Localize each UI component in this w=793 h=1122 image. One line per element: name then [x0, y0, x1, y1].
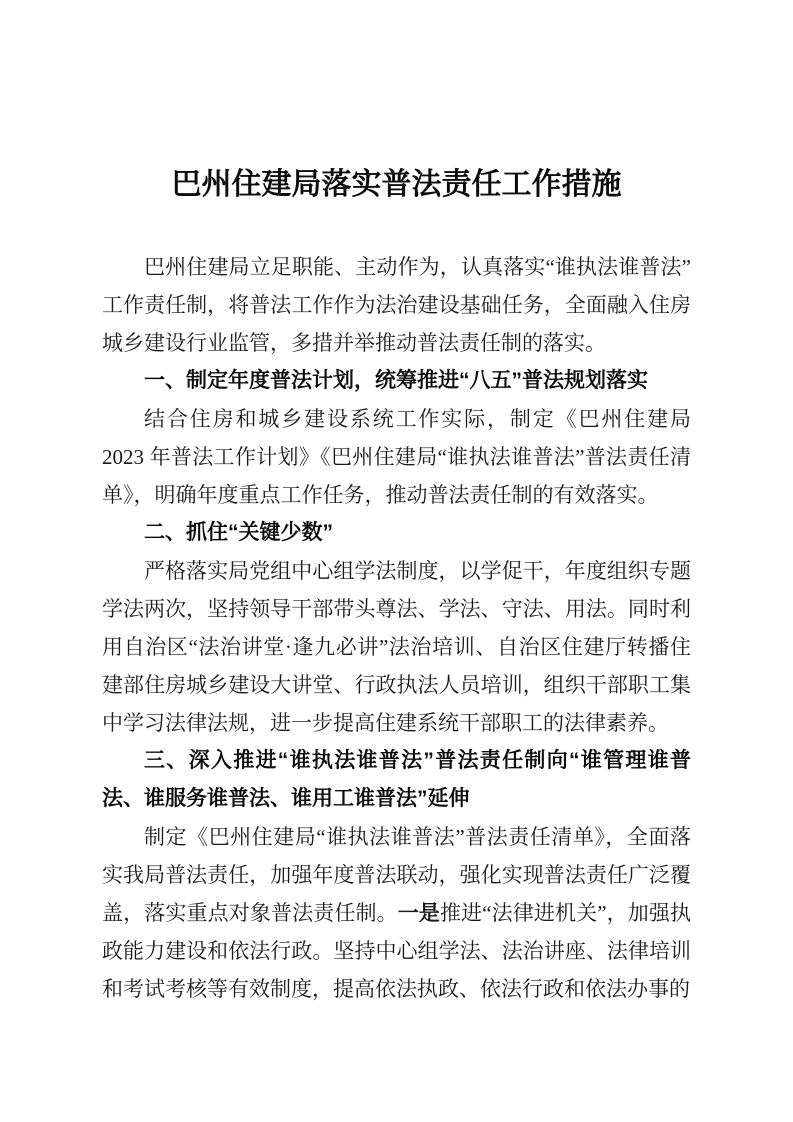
paragraph-section-1: 结合住房和城乡建设系统工作实际，制定《巴州住建局 2023 年普法工作计划》《巴州住建局“谁执法谁普法”普法责任清单》，明确年度重点工作任务，推动普法责任制的有效落实。: [102, 407, 691, 507]
paragraph-section-3: [102, 818, 691, 1008]
paragraph-section-2: 严格落实局党组中心组学法制度，以学促干，年度组织专题学法两次，坚持领导干部带头尊法、学法、守法、用法。同时利用自治区“法治讲堂·逢九必讲”法治培训、自治区住建厅转播住建部住房城乡建设大讲堂、行政执法人员培训，组织干部职工集中学习法律法规，进一步提高住建系统干部职工的法律素养。: [102, 559, 691, 735]
heading-section-1: 一、制定年度普法计划，统筹推进“八五”普法规划落实: [144, 369, 648, 392]
paragraph-intro: 巴州住建局立足职能、主动作为，认真落实“谁执法谁普法”工作责任制，将普法工作作为法治建设基础任务，全面融入住房城乡建设行业监管，多措并举推动普法责任制的落实。: [102, 255, 691, 355]
text-run: 推进“法律进机关”，加强执政能力建设和依法行政。坚持中心组学法、法治讲座、法律培训和考试考核等有效制度，提高依法执政、依法行政和依法办事的: [102, 901, 692, 1001]
document-title: 巴州住建局落实普法责任工作措施: [171, 168, 622, 201]
bold-text-run: 一是: [397, 901, 440, 925]
heading-section-3: 三、深入推进“谁执法谁普法”普法责任制向“谁管理谁普法、谁服务谁普法、谁用工谁普法”延伸: [102, 749, 691, 810]
text-run: 制定《巴州住建局“谁执法谁普法”普法责任清单》，全面落实我局普法责任，加强年度普法联动，强化实现普法责任广泛覆盖，落实重点对象普法责任制。: [102, 825, 691, 925]
heading-section-2: 二、抓住“关键少数”: [144, 521, 333, 544]
